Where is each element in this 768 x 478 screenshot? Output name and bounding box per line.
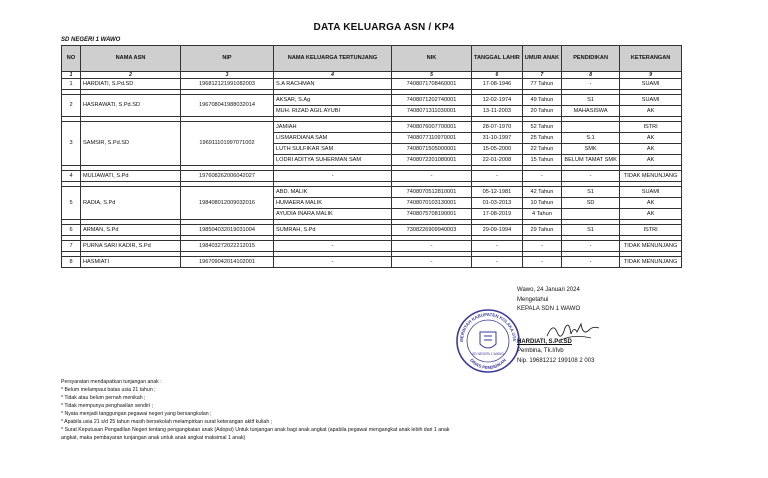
member-birthdate: 31-10-1997	[472, 133, 523, 144]
row-number: 6	[62, 225, 81, 236]
note-item: * Nyata menjadi tanggungan pegawai negeri yang bersangkutan ;	[61, 411, 212, 417]
column-header: NO	[62, 46, 81, 72]
member-education: -	[562, 257, 620, 268]
asn-nip: 196812121991082003	[181, 79, 274, 90]
signer-name: HARDIATI, S.Pd.SD	[517, 338, 572, 345]
member-age: -	[522, 171, 561, 182]
row-number: 4	[62, 171, 81, 182]
member-birthdate: -	[472, 257, 523, 268]
acknowledged-label: Mengetahui	[517, 296, 549, 303]
member-nik: 7408071708460001	[392, 79, 472, 90]
member-age: 49 Tahun	[522, 95, 561, 106]
member-birthdate: 22-01-2008	[472, 155, 523, 166]
family-member-name: SUMRAH, S.Pd	[274, 225, 392, 236]
member-nik: 7408076007700001	[392, 122, 472, 133]
svg-text:PEMERINTAH KABUPATEN KOLAKA UT: MERINTAH KABUPATEN KOLAKA UTA	[458, 311, 518, 342]
column-number: 6	[472, 72, 523, 79]
member-nik: 7308226909940003	[392, 225, 472, 236]
asn-name: HASRAWATI, S.Pd.SD	[81, 95, 181, 117]
family-member-name: -	[274, 257, 392, 268]
table-row	[62, 257, 682, 268]
family-member-name: LODRI ADITYA SUHERMAN SAM	[274, 155, 392, 166]
column-header: NAMA ASN	[81, 46, 181, 72]
column-number: 9	[620, 72, 682, 79]
row-number: 2	[62, 95, 81, 117]
asn-nip: 196911101997071002	[181, 122, 274, 166]
member-education: SD	[562, 198, 620, 209]
school-name: SD NEGERI 1 WAWO	[61, 37, 121, 43]
member-nik: 7408072201080001	[392, 155, 472, 166]
member-education: -	[562, 171, 620, 182]
member-age: 22 Tahun	[522, 144, 561, 155]
signer-role: KEPALA SDN 1 WAWO	[517, 306, 581, 312]
family-data-table	[61, 45, 682, 268]
member-remark: TIDAK MENUNJANG	[620, 241, 682, 252]
member-age: 42 Tahun	[522, 187, 561, 198]
family-member-name: S.A RACHMAN	[274, 79, 392, 90]
member-age: 4 Tahun	[522, 209, 561, 220]
member-nik: 7408071202740001	[392, 95, 472, 106]
member-remark: AK	[620, 155, 682, 166]
asn-nip: 198504032019031004	[181, 225, 274, 236]
table-row	[62, 79, 682, 90]
table-row	[62, 95, 682, 106]
member-education: -	[562, 79, 620, 90]
member-age: 25 Tahun	[522, 133, 561, 144]
member-remark: AK	[620, 209, 682, 220]
column-header: UMUR ANAK	[522, 46, 561, 72]
asn-name: SAMSIR, S.Pd.SD	[81, 122, 181, 166]
notes-heading: Persyaratan mendapatkan tunjangan anak :	[61, 379, 162, 385]
member-nik: -	[392, 241, 472, 252]
column-header: TANGGAL LAHIR	[472, 46, 523, 72]
family-member-name: ABD. MALIK	[274, 187, 392, 198]
table-row	[62, 122, 682, 133]
table-body	[62, 79, 682, 268]
column-number: 4	[274, 72, 392, 79]
asn-name: ARMAN, S.Pd	[81, 225, 181, 236]
member-education	[562, 209, 620, 220]
family-member-name: -	[274, 171, 392, 182]
column-header: NIK	[392, 46, 472, 72]
asn-name: MULIAWATI, S.Pd	[81, 171, 181, 182]
member-birthdate: 29-09-1994	[472, 225, 523, 236]
member-remark: SUAMI	[620, 95, 682, 106]
column-header: KETERANGAN	[620, 46, 682, 72]
svg-text:SD NEGERI 1 WAWO: SD NEGERI 1 WAWO	[472, 352, 504, 356]
member-remark: SUAMI	[620, 187, 682, 198]
table-row	[62, 225, 682, 236]
member-birthdate: 28-07-1970	[472, 122, 523, 133]
member-age: 10 Tahun	[522, 198, 561, 209]
svg-text:DINAS PENDIDIKAN: DINAS PENDIDIKAN	[469, 357, 507, 371]
member-birthdate: 01-03-2013	[472, 198, 523, 209]
member-birthdate: 13-11-2003	[472, 106, 523, 117]
family-member-name: -	[274, 241, 392, 252]
asn-name: PURNA SARI KADIR, S.Pd	[81, 241, 181, 252]
row-number: 3	[62, 122, 81, 166]
asn-name: RADIA, S.Pd	[81, 187, 181, 220]
column-header: NAMA KELUARGA TERTUNJANG	[274, 46, 392, 72]
requirements-notes	[61, 378, 456, 442]
asn-nip: 198408012009032016	[181, 187, 274, 220]
asn-nip: 197608262006042027	[181, 171, 274, 182]
note-item: * Apabila usia 21 s/d 25 tahun masih bersekolah melampirkan surat keterangan aktif kuliah ;	[61, 419, 273, 425]
place-date: Wawo, 24 Januari 2024	[517, 287, 580, 293]
column-number: 3	[181, 72, 274, 79]
column-number: 8	[562, 72, 620, 79]
member-remark: AK	[620, 133, 682, 144]
family-member-name: LISMARDIANA SAM	[274, 133, 392, 144]
table-row	[62, 187, 682, 198]
note-item: * Belum melampaui batas usia 21 tahun ;	[61, 387, 156, 393]
member-age: 20 Tahun	[522, 106, 561, 117]
family-member-name: AYUDIA INARA MALIK	[274, 209, 392, 220]
column-number: 5	[392, 72, 472, 79]
member-nik: -	[392, 257, 472, 268]
row-number: 7	[62, 241, 81, 252]
note-item: * Tidak atau belum pernah menikah ;	[61, 395, 146, 401]
member-remark: AK	[620, 106, 682, 117]
member-nik: -	[392, 171, 472, 182]
member-remark: SUAMI	[620, 79, 682, 90]
member-education: MAHASISWA	[562, 106, 620, 117]
member-birthdate: -	[472, 241, 523, 252]
member-remark: ISTRI	[620, 225, 682, 236]
asn-nip: 196708041988032014	[181, 95, 274, 117]
header-row	[62, 46, 682, 72]
column-header: PENDIDIKAN	[562, 46, 620, 72]
asn-nip: 196709042014102001	[181, 257, 274, 268]
member-education: SMK	[562, 144, 620, 155]
member-remark: AK	[620, 144, 682, 155]
member-birthdate: 17-08-1946	[472, 79, 523, 90]
signature-block	[517, 286, 594, 366]
member-nik: 7408071505000001	[392, 144, 472, 155]
member-nik: 7408075708190001	[392, 209, 472, 220]
table-row	[62, 171, 682, 182]
column-number-row	[62, 72, 682, 79]
member-birthdate: -	[472, 171, 523, 182]
member-education: S1	[562, 225, 620, 236]
column-number: 1	[62, 72, 81, 79]
asn-name: HARDIATI, S.Pd.SD	[81, 79, 181, 90]
asn-name: HASMIATI	[81, 257, 181, 268]
member-birthdate: 17-08-2019	[472, 209, 523, 220]
member-nik: 7408077110970001	[392, 133, 472, 144]
notes-list	[61, 386, 456, 442]
member-remark: ISTRI	[620, 122, 682, 133]
member-birthdate: 12-02-1974	[472, 95, 523, 106]
family-member-name: JAMIAH	[274, 122, 392, 133]
table-row	[62, 241, 682, 252]
member-education: BELUM TAMAT SMK	[562, 155, 620, 166]
member-education: S1	[562, 187, 620, 198]
document-title: DATA KELUARGA ASN / KP4	[313, 22, 455, 33]
column-number: 2	[81, 72, 181, 79]
signer-nip: Nip. 19681212 199108 2 003	[517, 357, 595, 364]
member-age: 29 Tahun	[522, 225, 561, 236]
member-remark: AK	[620, 198, 682, 209]
row-number: 5	[62, 187, 81, 220]
member-birthdate: 15-05-2000	[472, 144, 523, 155]
row-number: 8	[62, 257, 81, 268]
member-education	[562, 122, 620, 133]
column-header: NIP	[181, 46, 274, 72]
signer-rank: Pembina, Tk.I/Ivb	[517, 348, 564, 354]
member-age: 52 Tahun	[522, 122, 561, 133]
note-item: * Tidak mempunya penghasilan sendiri ;	[61, 403, 153, 409]
family-member-name: AKSAR, S.Ag	[274, 95, 392, 106]
member-nik: 7408070103130001	[392, 198, 472, 209]
member-remark: TIDAK MENUNJANG	[620, 257, 682, 268]
member-nik: 7408071311030001	[392, 106, 472, 117]
member-age: -	[522, 257, 561, 268]
member-age: 77 Tahun	[522, 79, 561, 90]
asn-nip: 198403272022212015	[181, 241, 274, 252]
member-age: 15 Tahun	[522, 155, 561, 166]
member-nik: 7408070512810001	[392, 187, 472, 198]
family-member-name: LUTH SULFIKAR SAM	[274, 144, 392, 155]
family-member-name: HUMAERA MALIK	[274, 198, 392, 209]
member-age: -	[522, 241, 561, 252]
member-education: -	[562, 241, 620, 252]
member-education: S.1	[562, 133, 620, 144]
row-number: 1	[62, 79, 81, 90]
note-item: * Surat Keputusan Pengadilan Negeri tentang pengangkatan anak (Adopsi) Untuk tunjangan anak bagi anak angkat (apabila pegawai mengangkat anak lebih dari 1 anak angkat, maka pembayaran tunjangan anak untuk anak angkat maksimal 1 anak)	[61, 427, 450, 441]
official-stamp	[455, 308, 521, 374]
family-member-name: MUH. RIZAD AGIL AYUBI	[274, 106, 392, 117]
member-education: S1	[562, 95, 620, 106]
column-number: 7	[522, 72, 561, 79]
member-remark: TIDAK MENUNJANG	[620, 171, 682, 182]
member-birthdate: 05-12-1981	[472, 187, 523, 198]
